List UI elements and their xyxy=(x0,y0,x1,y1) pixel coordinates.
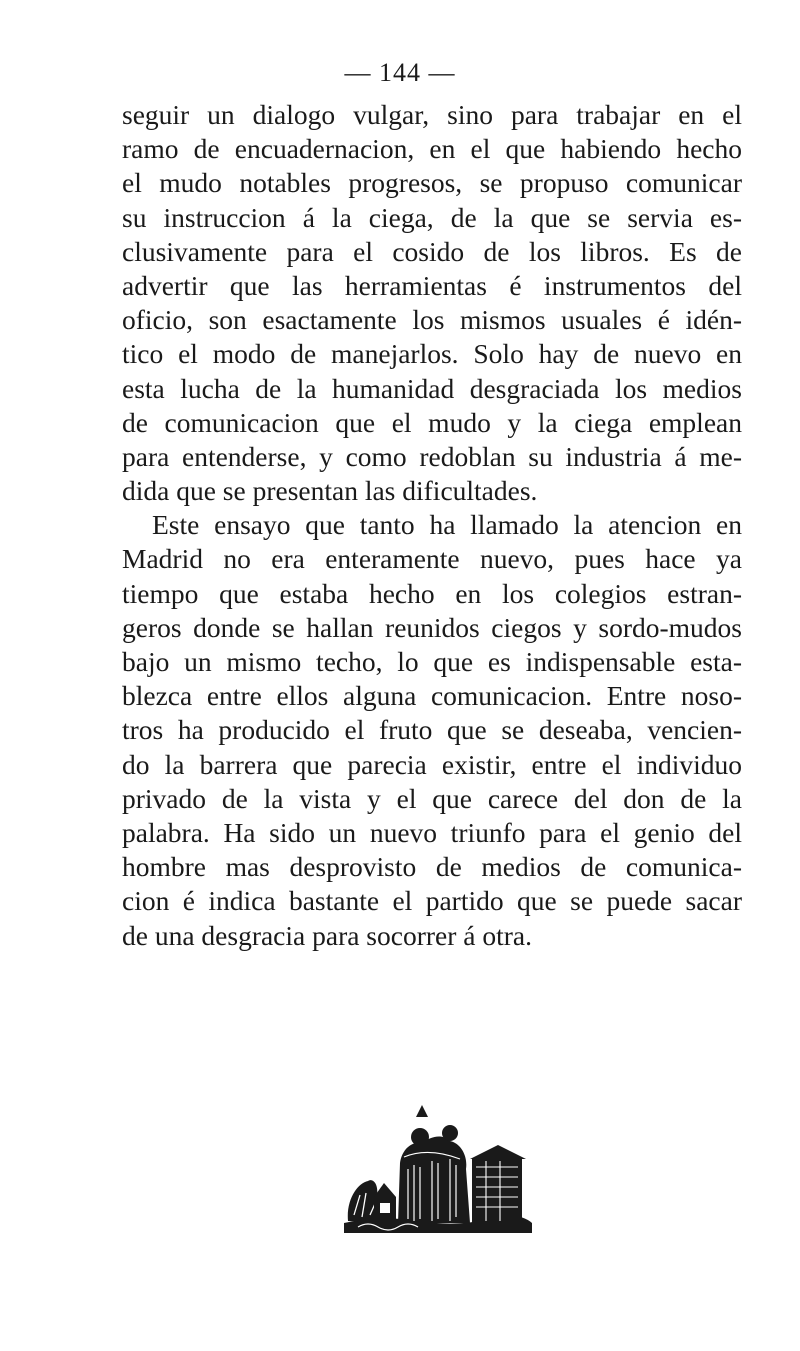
text-line: cion é indica bastante el partido que se puede sacar xyxy=(122,885,742,917)
text-line: esta lucha de la humanidad desgraciada los medios xyxy=(122,372,742,404)
body-text xyxy=(122,98,742,953)
engraving-vignette-icon xyxy=(338,1103,534,1235)
text-line: Madrid no era enteramente nuevo, pues hace ya xyxy=(122,543,742,575)
text-line: bajo un mismo techo, lo que es indispensable esta- xyxy=(122,646,742,677)
text-line: tros ha producido el fruto que se deseaba, vencien- xyxy=(122,714,742,746)
text-line: su instruccion á la ciega, de la que se servia es- xyxy=(122,201,742,233)
text-line: dida que se presentan las dificultades. xyxy=(122,475,538,507)
text-line: tiempo que estaba hecho en los colegios estran- xyxy=(122,577,742,609)
page-number: — 144 — xyxy=(344,58,456,87)
text-line: privado de la vista y el que carece del don de la xyxy=(122,782,742,814)
text-line: el mudo notables progresos, se propuso comunicar xyxy=(122,167,742,199)
text-line: tico el modo de manejarlos. Solo hay de nuevo en xyxy=(122,338,742,370)
text-line: palabra. Ha sido un nuevo triunfo para el genio del xyxy=(122,816,742,848)
text-line: oficio, son esactamente los mismos usuales é idén- xyxy=(122,304,742,336)
text-line: geros donde se hallan reunidos ciegos y sordo-mudos xyxy=(122,611,742,643)
text-line: de comunicacion que el mudo y la ciega emplean xyxy=(122,406,742,438)
text-line: de una desgracia para socorrer á otra. xyxy=(122,919,532,951)
text-line: Este ensayo que tanto ha llamado la atencion en xyxy=(152,509,742,541)
text-line: advertir que las herramientas é instrumentos del xyxy=(122,269,742,301)
text-line: ramo de encuadernacion, en el que habiendo hecho xyxy=(122,133,742,165)
text-line: do la barrera que parecia existir, entre el individuo xyxy=(122,748,742,780)
text-line: blezca entre ellos alguna comunicacion. Entre noso- xyxy=(122,680,742,712)
text-line: hombre mas desprovisto de medios de comunica- xyxy=(122,851,742,883)
text-line: seguir un dialogo vulgar, sino para trabajar en el xyxy=(122,99,742,130)
text-line: para entenderse, y como redoblan su industria á me- xyxy=(122,440,742,472)
text-line: clusivamente para el cosido de los libros. Es de xyxy=(122,235,742,267)
